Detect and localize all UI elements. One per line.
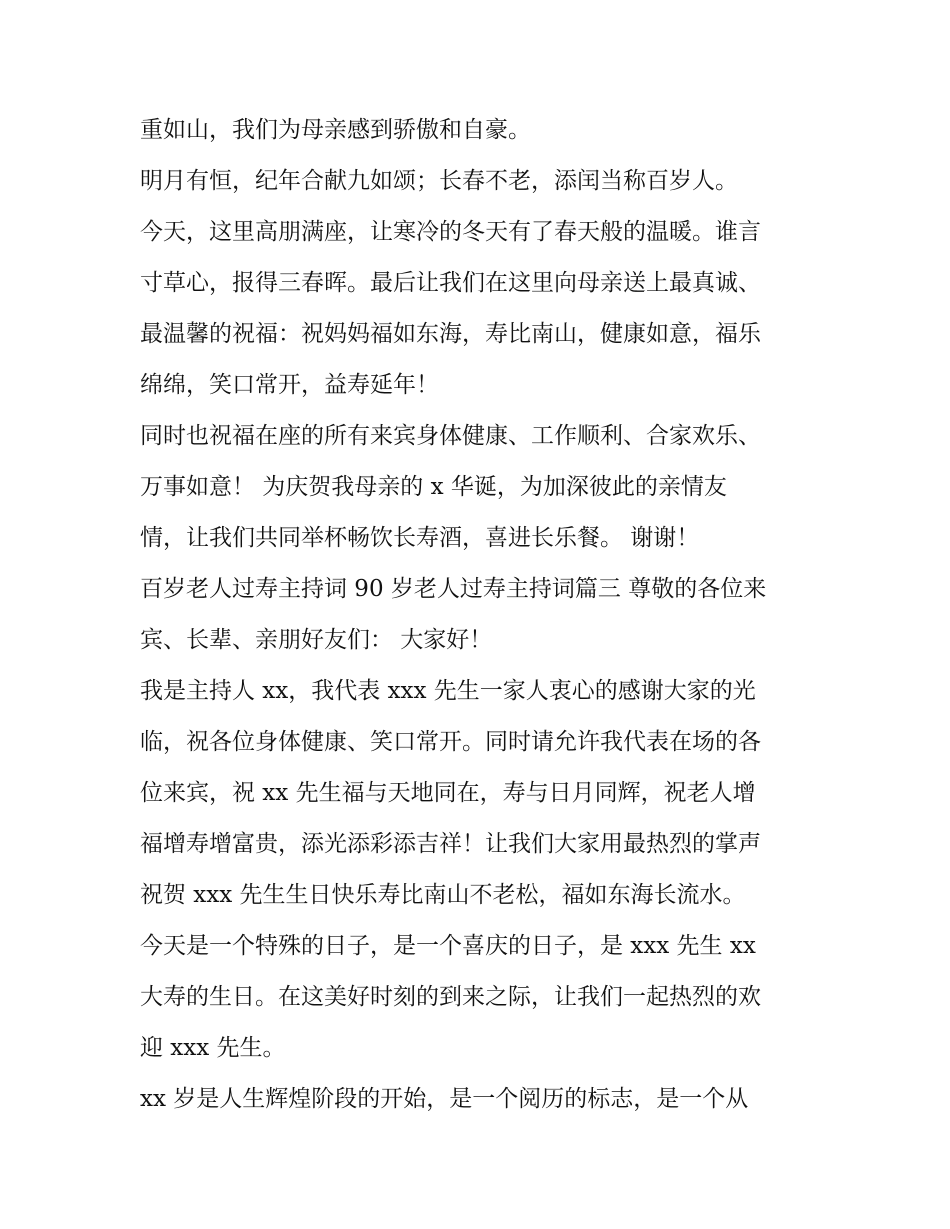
- text-line: 寸草心，报得三春晖。最后让我们在这里向母亲送上最真诚、: [140, 270, 761, 296]
- document-body: [140, 108, 830, 1128]
- text-line: 百岁老人过寿主持词 90 岁老人过寿主持词篇三 尊敬的各位来: [140, 576, 767, 602]
- text-line: 位来宾，祝 xx 先生福与天地同在，寿与日月同辉，祝老人增: [140, 780, 756, 806]
- text-line: 迎 xxx 先生。: [140, 1035, 286, 1061]
- text-line: 临，祝各位身体健康、笑口常开。同时请允许我代表在场的各: [140, 729, 761, 755]
- text-line: 福增寿增富贵，添光添彩添吉祥！让我们大家用最热烈的掌声: [140, 831, 761, 857]
- text-line: 万事如意！ 为庆贺我母亲的 x 华诞，为加深彼此的亲情友: [140, 474, 727, 500]
- text-line: 重如山，我们为母亲感到骄傲和自豪。: [140, 117, 531, 143]
- text-line: 大寿的生日。在这美好时刻的到来之际，让我们一起热烈的欢: [140, 984, 761, 1010]
- text-line: 今天，这里高朋满座，让寒冷的冬天有了春天般的温暖。谁言: [140, 219, 761, 245]
- text-line: 最温馨的祝福：祝妈妈福如东海，寿比南山，健康如意，福乐: [140, 321, 761, 347]
- text-line: 情，让我们共同举杯畅饮长寿酒，喜进长乐餐。 谢谢！: [140, 525, 700, 551]
- text-line: 宾、长辈、亲朋好友们： 大家好！: [140, 627, 493, 653]
- text-line: 我是主持人 xx，我代表 xxx 先生一家人衷心的感谢大家的光: [140, 678, 756, 704]
- text-line: 绵绵，笑口常开，益寿延年！: [140, 372, 439, 398]
- text-line: 祝贺 xxx 先生生日快乐寿比南山不老松，福如东海长流水。: [140, 882, 746, 908]
- text-line: 明月有恒，纪年合献九如颂；长春不老，添闰当称百岁人。: [140, 168, 738, 194]
- text-line: 今天是一个特殊的日子，是一个喜庆的日子，是 xxx 先生 xx: [140, 933, 756, 959]
- text-line: 同时也祝福在座的所有来宾身体健康、工作顺利、合家欢乐、: [140, 423, 761, 449]
- text-line: xx 岁是人生辉煌阶段的开始，是一个阅历的标志，是一个从: [140, 1086, 749, 1112]
